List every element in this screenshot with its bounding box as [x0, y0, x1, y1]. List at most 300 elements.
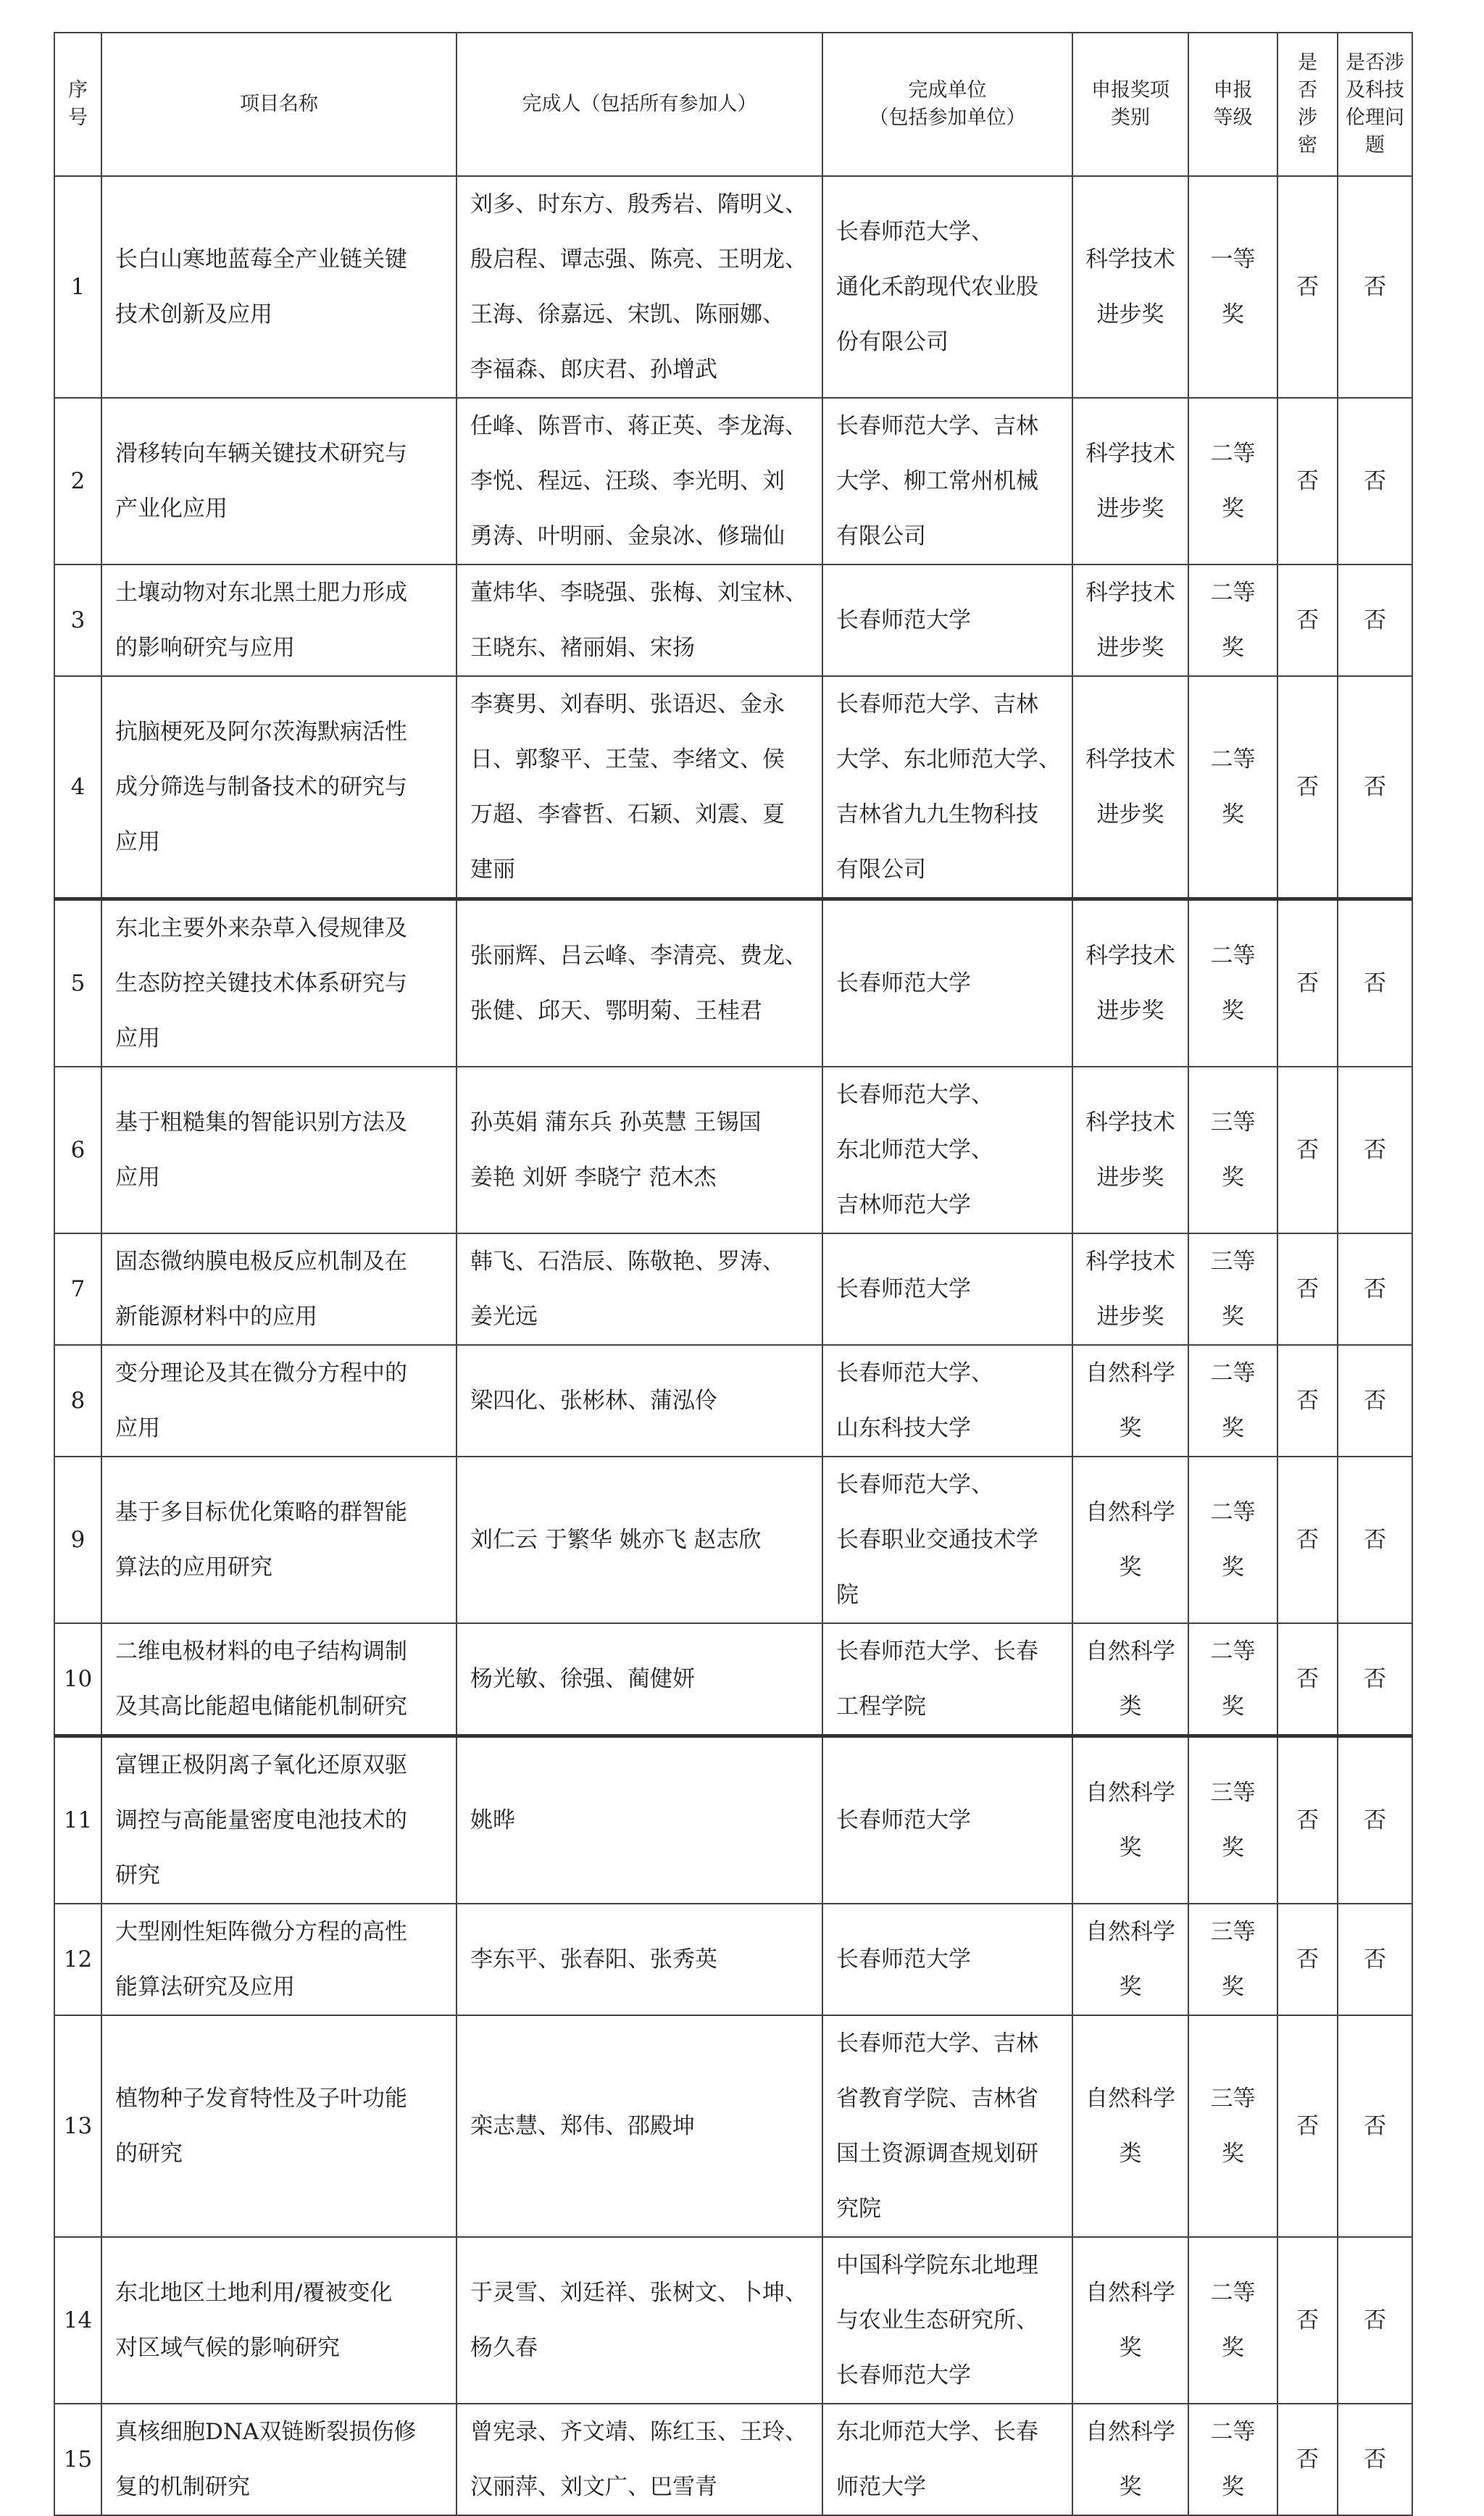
text-line: 大学、东北师范大学、: [836, 746, 1061, 772]
award-table: [54, 32, 1413, 2516]
cell-persons: [457, 1904, 822, 2015]
cell-secret: 否: [1277, 1623, 1338, 1736]
text-line: 滑移转向车辆关键技术研究与: [115, 441, 407, 467]
cell-secret: 否: [1277, 1736, 1338, 1904]
cell-no: 10: [54, 1623, 101, 1736]
text-line: 奖: [1119, 1554, 1142, 1580]
cell-secret: 否: [1277, 1457, 1338, 1623]
cell-ethics: 否: [1338, 398, 1412, 565]
cell-project-name: [101, 1457, 457, 1623]
text-line: 二维电极材料的电子结构调制: [115, 1638, 407, 1665]
text-line: 奖: [1119, 2335, 1142, 2361]
text-line: 科学技术: [1085, 746, 1175, 772]
text-line: 王晓东、褚丽娟、宋扬: [470, 635, 695, 661]
text-line: 应用: [115, 1025, 160, 1051]
text-line: 汉丽萍、刘文广、巴雪青: [470, 2474, 717, 2500]
cell-project-name: [101, 1233, 457, 1345]
text-line: 有限公司: [836, 523, 926, 549]
cell-no: 12: [54, 1904, 101, 2015]
text-line: 奖: [1222, 1304, 1244, 1330]
table-row: [54, 1904, 1412, 2015]
text-line: 与农业生态研究所、: [836, 2307, 1038, 2333]
text-line: 号: [68, 107, 88, 129]
table-row: [54, 565, 1412, 676]
table-row: [54, 1067, 1412, 1233]
text-line: 产业化应用: [115, 496, 228, 522]
cell-no: 6: [54, 1067, 101, 1233]
text-line: 成分筛选与制备技术的研究与: [115, 774, 407, 800]
table-row: [54, 176, 1412, 398]
text-line: 二等: [1210, 2280, 1256, 2306]
text-line: 类: [1119, 1694, 1142, 1720]
cell-ethics: 否: [1338, 1904, 1412, 2015]
cell-persons: [457, 176, 822, 398]
cell-award-type: [1072, 565, 1188, 676]
text-line: 长春师范大学: [836, 1946, 971, 1973]
text-line: 二等: [1210, 580, 1256, 606]
text-line: 院: [836, 1582, 859, 1608]
table-row: [54, 1736, 1412, 1904]
text-line: 富锂正极阴离子氧化还原双驱: [115, 1752, 407, 1778]
text-line: 自然科学: [1085, 2280, 1175, 2306]
cell-award-type: [1072, 2237, 1188, 2404]
cell-units: [822, 565, 1072, 676]
text-line: 奖: [1222, 496, 1244, 522]
text-line: 进步奖: [1096, 1304, 1164, 1330]
text-line: 杨久春: [470, 2335, 538, 2361]
text-line: 序: [68, 79, 88, 101]
cell-persons: [457, 398, 822, 565]
text-line: 项目名称: [240, 93, 318, 115]
cell-project-name: [101, 1623, 457, 1736]
text-line: 应用: [115, 829, 160, 855]
cell-no: 1: [54, 176, 101, 398]
header-units: [822, 33, 1072, 176]
cell-ethics: 否: [1338, 2015, 1412, 2237]
text-line: 长春师范大学: [836, 1276, 971, 1302]
text-line: 三等: [1210, 1780, 1256, 1806]
text-line: 二等: [1210, 1499, 1256, 1525]
text-line: 梁四化、张彬林、蒲泓伶: [470, 1388, 717, 1414]
cell-persons: [457, 1067, 822, 1233]
text-line: 勇涛、叶明丽、金泉冰、修瑞仙: [470, 523, 785, 549]
cell-award-type: [1072, 1904, 1188, 2015]
text-line: 完成单位: [908, 79, 987, 101]
cell-persons: [457, 2237, 822, 2404]
cell-ethics: 否: [1338, 1736, 1412, 1904]
text-line: 长春师范大学、长春: [836, 1638, 1038, 1665]
text-line: 长春师范大学、: [836, 1082, 993, 1108]
cell-level: [1188, 2237, 1277, 2404]
table-row: [54, 899, 1412, 1067]
cell-level: [1188, 1623, 1277, 1736]
cell-project-name: [101, 2237, 457, 2404]
text-line: 自然科学: [1085, 1360, 1175, 1386]
text-line: 长春职业交通技术学: [836, 1527, 1038, 1553]
text-line: 中国科学院东北地理: [836, 2252, 1038, 2278]
text-line: 一等: [1210, 246, 1256, 272]
cell-persons: [457, 899, 822, 1067]
cell-level: [1188, 176, 1277, 398]
text-line: 土壤动物对东北黑土肥力形成: [115, 580, 407, 606]
cell-level: [1188, 1457, 1277, 1623]
table-row: [54, 2015, 1412, 2237]
text-line: 三等: [1210, 1919, 1256, 1945]
text-line: 进步奖: [1096, 801, 1164, 828]
text-line: 算法的应用研究: [115, 1554, 272, 1580]
text-line: 二等: [1210, 1360, 1256, 1386]
cell-units: [822, 1736, 1072, 1904]
text-line: 东北地区土地利用/覆被变化: [115, 2280, 393, 2306]
text-line: 栾志慧、郑伟、邵殿坤: [470, 2113, 695, 2139]
cell-level: [1188, 899, 1277, 1067]
text-line: 类别: [1111, 107, 1150, 129]
text-line: 长春师范大学、: [836, 219, 993, 245]
text-line: 殷启程、谭志强、陈亮、王明龙、: [470, 246, 807, 272]
text-line: 李赛男、刘春明、张语迟、金永: [470, 691, 785, 717]
cell-ethics: 否: [1338, 1345, 1412, 1457]
text-line: 吉林师范大学: [836, 1192, 971, 1218]
cell-persons: [457, 1345, 822, 1457]
text-line: 于灵雪、刘廷祥、张树文、卜坤、: [470, 2280, 807, 2306]
cell-award-type: [1072, 1067, 1188, 1233]
text-line: 自然科学: [1085, 1638, 1175, 1665]
text-line: 奖: [1222, 801, 1244, 828]
cell-persons: [457, 676, 822, 899]
cell-units: [822, 176, 1072, 398]
text-line: 新能源材料中的应用: [115, 1304, 317, 1330]
text-line: 建丽: [470, 857, 515, 883]
cell-units: [822, 1345, 1072, 1457]
cell-persons: [457, 565, 822, 676]
text-line: 自然科学: [1085, 1780, 1175, 1806]
text-line: 奖: [1222, 1835, 1244, 1861]
text-line: 进步奖: [1096, 496, 1164, 522]
table-row: [54, 1457, 1412, 1623]
cell-level: [1188, 1345, 1277, 1457]
cell-award-type: [1072, 1233, 1188, 1345]
text-line: 曾宪录、齐文靖、陈红玉、王玲、: [470, 2419, 807, 2445]
text-line: 应用: [115, 1415, 160, 1441]
text-line: 三等: [1210, 1249, 1256, 1275]
text-line: 二等: [1210, 2419, 1256, 2445]
text-line: 技术创新及应用: [115, 301, 272, 328]
text-line: 三等: [1210, 2086, 1256, 2112]
cell-project-name: [101, 176, 457, 398]
text-line: 的影响研究与应用: [115, 635, 295, 661]
cell-level: [1188, 2015, 1277, 2237]
cell-units: [822, 676, 1072, 899]
text-line: 科学技术: [1085, 580, 1175, 606]
text-line: 长白山寒地蓝莓全产业链关键: [115, 246, 407, 272]
cell-project-name: [101, 1904, 457, 2015]
cell-award-type: [1072, 1736, 1188, 1904]
cell-award-type: [1072, 676, 1188, 899]
text-line: 奖: [1222, 998, 1244, 1024]
text-line: 伦理问: [1346, 107, 1404, 129]
cell-secret: 否: [1277, 899, 1338, 1067]
cell-ethics: 否: [1338, 565, 1412, 676]
text-line: 科学技术: [1085, 1109, 1175, 1136]
text-line: 奖: [1119, 1415, 1142, 1441]
text-line: 刘多、时东方、殷秀岩、隋明义、: [470, 191, 807, 217]
text-line: 姚晔: [470, 1807, 515, 1833]
text-line: 申报: [1213, 79, 1253, 101]
text-line: 奖: [1222, 1415, 1244, 1441]
text-line: 是: [1298, 51, 1317, 74]
cell-units: [822, 1457, 1072, 1623]
text-line: （包括参加单位）: [869, 107, 1026, 129]
text-line: 奖: [1222, 635, 1244, 661]
text-line: 自然科学: [1085, 2086, 1175, 2112]
text-line: 姜光远: [470, 1304, 538, 1330]
cell-persons: [457, 2015, 822, 2237]
text-line: 题: [1365, 134, 1385, 157]
cell-level: [1188, 1904, 1277, 2015]
cell-project-name: [101, 899, 457, 1067]
cell-project-name: [101, 398, 457, 565]
text-line: 大学、柳工常州机械: [836, 468, 1038, 494]
cell-ethics: 否: [1338, 1067, 1412, 1233]
text-line: 长春师范大学: [836, 2362, 971, 2388]
cell-award-type: [1072, 176, 1188, 398]
text-line: 等级: [1213, 107, 1253, 129]
text-line: 固态微纳膜电极反应机制及在: [115, 1249, 407, 1275]
cell-no: 7: [54, 1233, 101, 1345]
text-line: 申报奖项: [1091, 79, 1170, 101]
text-line: 真核细胞DNA双链断裂损伤修: [115, 2419, 417, 2445]
cell-units: [822, 899, 1072, 1067]
cell-units: [822, 1233, 1072, 1345]
cell-no: 3: [54, 565, 101, 676]
cell-level: [1188, 1233, 1277, 1345]
cell-ethics: 否: [1338, 2237, 1412, 2404]
cell-award-type: [1072, 1623, 1188, 1736]
cell-award-type: [1072, 398, 1188, 565]
cell-ethics: 否: [1338, 676, 1412, 899]
text-line: 董炜华、李晓强、张梅、刘宝林、: [470, 580, 807, 606]
text-line: 是否涉: [1346, 51, 1404, 74]
cell-award-type: [1072, 1457, 1188, 1623]
text-line: 王海、徐嘉远、宋凯、陈丽娜、: [470, 301, 785, 328]
text-line: 长春师范大学: [836, 970, 971, 996]
text-line: 植物种子发育特性及子叶功能: [115, 2086, 407, 2112]
text-line: 自然科学: [1085, 1919, 1175, 1945]
text-line: 张丽辉、吕云峰、李清亮、费龙、: [470, 943, 807, 969]
text-line: 奖: [1119, 2474, 1142, 2500]
cell-project-name: [101, 676, 457, 899]
text-line: 刘仁云 于繁华 姚亦飞 赵志欣: [470, 1527, 762, 1553]
text-line: 变分理论及其在微分方程中的: [115, 1360, 407, 1386]
text-line: 李福森、郎庆君、孙增武: [470, 357, 717, 383]
text-line: 杨光敏、徐强、蔺健妍: [470, 1666, 695, 1692]
table-row: [54, 2404, 1412, 2515]
cell-project-name: [101, 1736, 457, 1904]
text-line: 通化禾韵现代农业股: [836, 274, 1038, 300]
cell-no: 14: [54, 2237, 101, 2404]
cell-ethics: 否: [1338, 1233, 1412, 1345]
text-line: 涉: [1298, 107, 1317, 129]
text-line: 二等: [1210, 1638, 1256, 1665]
cell-persons: [457, 2404, 822, 2515]
text-line: 密: [1298, 134, 1317, 157]
text-line: 日、郭黎平、王莹、李绪文、侯: [470, 746, 785, 772]
text-line: 东北师范大学、: [836, 1137, 993, 1163]
text-line: 师范大学: [836, 2474, 926, 2500]
text-line: 对区域气候的影响研究: [115, 2335, 340, 2361]
cell-ethics: 否: [1338, 1623, 1412, 1736]
cell-level: [1188, 676, 1277, 899]
cell-no: 9: [54, 1457, 101, 1623]
text-line: 东北主要外来杂草入侵规律及: [115, 915, 407, 941]
cell-no: 15: [54, 2404, 101, 2515]
cell-persons: [457, 1623, 822, 1736]
text-line: 姜艳 刘妍 李晓宁 范木杰: [470, 1165, 717, 1191]
cell-secret: 否: [1277, 2015, 1338, 2237]
text-line: 二等: [1210, 441, 1256, 467]
text-line: 长春师范大学、吉林: [836, 2030, 1038, 2057]
text-line: 完成人（包括所有参加人）: [522, 93, 757, 115]
text-line: 国土资源调查规划研: [836, 2141, 1038, 2167]
cell-project-name: [101, 2404, 457, 2515]
text-line: 进步奖: [1096, 301, 1164, 328]
cell-units: [822, 2015, 1072, 2237]
text-line: 奖: [1119, 1835, 1142, 1861]
cell-units: [822, 1623, 1072, 1736]
cell-project-name: [101, 1067, 457, 1233]
text-line: 长春师范大学、: [836, 1360, 993, 1386]
cell-secret: 否: [1277, 2404, 1338, 2515]
text-line: 进步奖: [1096, 1165, 1164, 1191]
text-line: 李悦、程远、汪琰、李光明、刘: [470, 468, 785, 494]
cell-units: [822, 398, 1072, 565]
text-line: 科学技术: [1085, 441, 1175, 467]
cell-ethics: 否: [1338, 2404, 1412, 2515]
cell-level: [1188, 565, 1277, 676]
text-line: 长春师范大学、吉林: [836, 691, 1038, 717]
cell-no: 11: [54, 1736, 101, 1904]
text-line: 吉林省九九生物科技: [836, 801, 1038, 828]
text-line: 省教育学院、吉林省: [836, 2086, 1038, 2112]
cell-secret: 否: [1277, 1233, 1338, 1345]
table-row: [54, 1623, 1412, 1736]
cell-no: 2: [54, 398, 101, 565]
cell-secret: 否: [1277, 1904, 1338, 2015]
text-line: 东北师范大学、长春: [836, 2419, 1038, 2445]
text-line: 类: [1119, 2141, 1142, 2167]
text-line: 否: [1298, 79, 1317, 101]
text-line: 及其高比能超电储能机制研究: [115, 1694, 407, 1720]
text-line: 进步奖: [1096, 635, 1164, 661]
text-line: 进步奖: [1096, 998, 1164, 1024]
text-line: 科学技术: [1085, 1249, 1175, 1275]
header-no: [54, 33, 101, 176]
text-line: 份有限公司: [836, 329, 949, 355]
text-line: 自然科学: [1085, 2419, 1175, 2445]
cell-persons: [457, 1457, 822, 1623]
cell-persons: [457, 1736, 822, 1904]
text-line: 万超、李睿哲、石颖、刘震、夏: [470, 801, 785, 828]
text-line: 奖: [1222, 2335, 1244, 2361]
text-line: 奖: [1222, 1165, 1244, 1191]
header-persons: [457, 33, 822, 176]
award-list-document: [54, 32, 1412, 2516]
table-row: [54, 1233, 1412, 1345]
cell-units: [822, 2237, 1072, 2404]
text-line: 长春师范大学、: [836, 1472, 993, 1498]
text-line: 长春师范大学: [836, 607, 971, 633]
cell-project-name: [101, 1345, 457, 1457]
header-project-name: [101, 33, 457, 176]
text-line: 及科技: [1346, 79, 1404, 101]
cell-persons: [457, 1233, 822, 1345]
cell-level: [1188, 398, 1277, 565]
cell-units: [822, 1904, 1072, 2015]
cell-award-type: [1072, 899, 1188, 1067]
cell-award-type: [1072, 2404, 1188, 2515]
text-line: 奖: [1222, 1974, 1244, 2000]
text-line: 二等: [1210, 746, 1256, 772]
text-line: 科学技术: [1085, 246, 1175, 272]
table-row: [54, 2237, 1412, 2404]
table-row: [54, 398, 1412, 565]
text-line: 长春师范大学、吉林: [836, 413, 1038, 439]
table-row: [54, 1345, 1412, 1457]
cell-project-name: [101, 2015, 457, 2237]
text-line: 山东科技大学: [836, 1415, 971, 1441]
text-line: 复的机制研究: [115, 2474, 250, 2500]
text-line: 长春师范大学: [836, 1807, 971, 1833]
cell-secret: 否: [1277, 2237, 1338, 2404]
table-row: [54, 676, 1412, 899]
text-line: 孙英娟 蒲东兵 孙英慧 王锡国: [470, 1109, 762, 1136]
text-line: 任峰、陈晋市、蒋正英、李龙海、: [470, 413, 807, 439]
cell-level: [1188, 1067, 1277, 1233]
text-line: 奖: [1222, 2474, 1244, 2500]
cell-award-type: [1072, 1345, 1188, 1457]
text-line: 研究: [115, 1862, 160, 1888]
text-line: 基于粗糙集的智能识别方法及: [115, 1109, 407, 1136]
cell-no: 13: [54, 2015, 101, 2237]
text-line: 奖: [1222, 1694, 1244, 1720]
text-line: 二等: [1210, 943, 1256, 969]
text-line: 究院: [836, 2196, 881, 2222]
text-line: 抗脑梗死及阿尔茨海默病活性: [115, 719, 407, 745]
text-line: 有限公司: [836, 857, 926, 883]
text-line: 奖: [1119, 1974, 1142, 2000]
cell-secret: 否: [1277, 676, 1338, 899]
text-line: 工程学院: [836, 1694, 926, 1720]
header-award-type: [1072, 33, 1188, 176]
text-line: 科学技术: [1085, 943, 1175, 969]
cell-secret: 否: [1277, 1067, 1338, 1233]
text-line: 的研究: [115, 2141, 183, 2167]
cell-level: [1188, 2404, 1277, 2515]
cell-ethics: 否: [1338, 1457, 1412, 1623]
text-line: 韩飞、石浩辰、陈敬艳、罗涛、: [470, 1249, 785, 1275]
cell-level: [1188, 1736, 1277, 1904]
cell-ethics: 否: [1338, 176, 1412, 398]
text-line: 李东平、张春阳、张秀英: [470, 1946, 717, 1973]
cell-units: [822, 2404, 1072, 2515]
text-line: 张健、邱天、鄂明菊、王桂君: [470, 998, 762, 1024]
header-row: [54, 33, 1412, 176]
text-line: 应用: [115, 1165, 160, 1191]
cell-secret: 否: [1277, 398, 1338, 565]
header-secret: [1277, 33, 1338, 176]
cell-award-type: [1072, 2015, 1188, 2237]
text-line: 自然科学: [1085, 1499, 1175, 1525]
